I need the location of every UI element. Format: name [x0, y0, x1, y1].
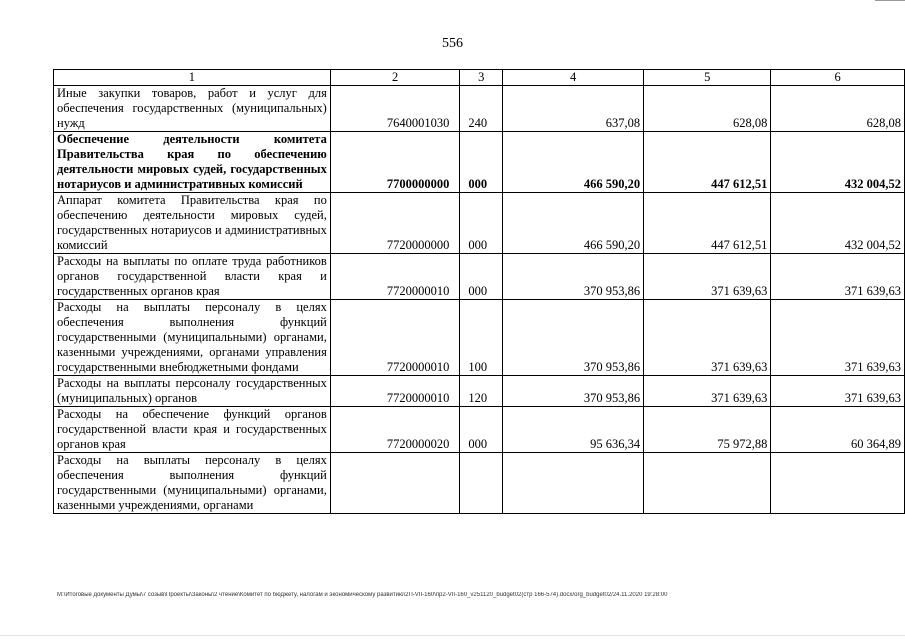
footer-file-path: М:\Итоговые документы Думы\7 созыв\Проекты\Законы\2 чтение\Комитет по бюджету, налогам и экономическому развитию\2П-VII-160\пр2-VII-160_v251120_budget02(стр 166-574).docx/org_budget02/24.11.2020 19:28:00	[57, 592, 668, 598]
header-row	[54, 70, 905, 86]
row-name-cell: Иные закупки товаров, работ и услуг для обеспечения государственных (муниципальных) нужд	[54, 86, 331, 132]
row-expense-type-cell: 240	[460, 86, 503, 132]
budget-table	[53, 69, 905, 514]
row-amount-year1-cell	[503, 453, 644, 514]
row-name-cell: Аппарат комитета Правительства края по обеспечению деятельности мировых судей, государственных нотариусов и административных комиссий	[54, 193, 331, 254]
row-amount-year3-cell: 432 004,52	[771, 193, 905, 254]
row-amount-year1-cell: 466 590,20	[503, 132, 644, 193]
header-col-3: 3	[460, 70, 503, 86]
row-amount-year2-cell: 371 639,63	[644, 376, 771, 407]
row-amount-year1-cell: 370 953,86	[503, 376, 644, 407]
row-amount-year3-cell: 371 639,63	[771, 300, 905, 376]
header-col-5: 5	[644, 70, 771, 86]
table-row	[54, 376, 905, 407]
row-amount-year3-cell: 432 004,52	[771, 132, 905, 193]
row-amount-year3-cell: 628,08	[771, 86, 905, 132]
row-amount-year2-cell: 447 612,51	[644, 132, 771, 193]
row-amount-year3-cell: 371 639,63	[771, 376, 905, 407]
row-expense-type-cell: 000	[460, 132, 503, 193]
row-amount-year2-cell: 371 639,63	[644, 254, 771, 300]
row-code-cell: 7720000010	[330, 300, 460, 376]
row-amount-year2-cell: 75 972,88	[644, 407, 771, 453]
row-code-cell: 7720000000	[330, 193, 460, 254]
header-col-2: 2	[330, 70, 460, 86]
row-code-cell: 7720000020	[330, 407, 460, 453]
row-amount-year1-cell: 466 590,20	[503, 193, 644, 254]
row-amount-year3-cell	[771, 453, 905, 514]
corner-scan-mark	[875, 0, 905, 1]
row-amount-year1-cell: 95 636,34	[503, 407, 644, 453]
row-amount-year3-cell: 60 364,89	[771, 407, 905, 453]
row-expense-type-cell: 000	[460, 193, 503, 254]
row-code-cell: 7720000010	[330, 254, 460, 300]
row-code-cell	[330, 453, 460, 514]
header-col-6: 6	[771, 70, 905, 86]
row-code-cell: 7640001030	[330, 86, 460, 132]
row-name-cell: Расходы на выплаты персоналу государственных (муниципальных) органов	[54, 376, 331, 407]
table-row	[54, 86, 905, 132]
table-row	[54, 254, 905, 300]
budget-table-body	[54, 70, 905, 514]
table-row	[54, 132, 905, 193]
row-name-cell: Расходы на обеспечение функций органов государственной власти края и государственных органов края	[54, 407, 331, 453]
row-code-cell: 7720000010	[330, 376, 460, 407]
table-row	[54, 407, 905, 453]
row-name-cell: Обеспечение деятельности комитета Правительства края по обеспечению деятельности мировых судей, государственных нотариусов и административных комиссий	[54, 132, 331, 193]
row-expense-type-cell: 100	[460, 300, 503, 376]
row-amount-year1-cell: 370 953,86	[503, 300, 644, 376]
row-expense-type-cell: 120	[460, 376, 503, 407]
row-expense-type-cell: 000	[460, 254, 503, 300]
row-expense-type-cell	[460, 453, 503, 514]
table-row	[54, 300, 905, 376]
row-amount-year2-cell: 628,08	[644, 86, 771, 132]
row-amount-year2-cell: 371 639,63	[644, 300, 771, 376]
row-expense-type-cell: 000	[460, 407, 503, 453]
table-row	[54, 453, 905, 514]
row-amount-year3-cell: 371 639,63	[771, 254, 905, 300]
bottom-edge-line	[0, 635, 905, 636]
table-row	[54, 193, 905, 254]
header-col-4: 4	[503, 70, 644, 86]
row-code-cell: 7700000000	[330, 132, 460, 193]
row-name-cell: Расходы на выплаты персоналу в целях обеспечения выполнения функций государственными (муниципальными) органами, казенными учреждениями, органами	[54, 453, 331, 514]
row-amount-year2-cell: 447 612,51	[644, 193, 771, 254]
row-amount-year1-cell: 637,08	[503, 86, 644, 132]
page-number: 556	[442, 36, 463, 51]
header-col-1: 1	[54, 70, 331, 86]
row-name-cell: Расходы на выплаты по оплате труда работников органов государственной власти края и государственных органов края	[54, 254, 331, 300]
row-name-cell: Расходы на выплаты персоналу в целях обеспечения выполнения функций государственными (муниципальными) органами, казенными учреждениями, органами управления государственными внебюджетными фондами	[54, 300, 331, 376]
row-amount-year1-cell: 370 953,86	[503, 254, 644, 300]
row-amount-year2-cell	[644, 453, 771, 514]
